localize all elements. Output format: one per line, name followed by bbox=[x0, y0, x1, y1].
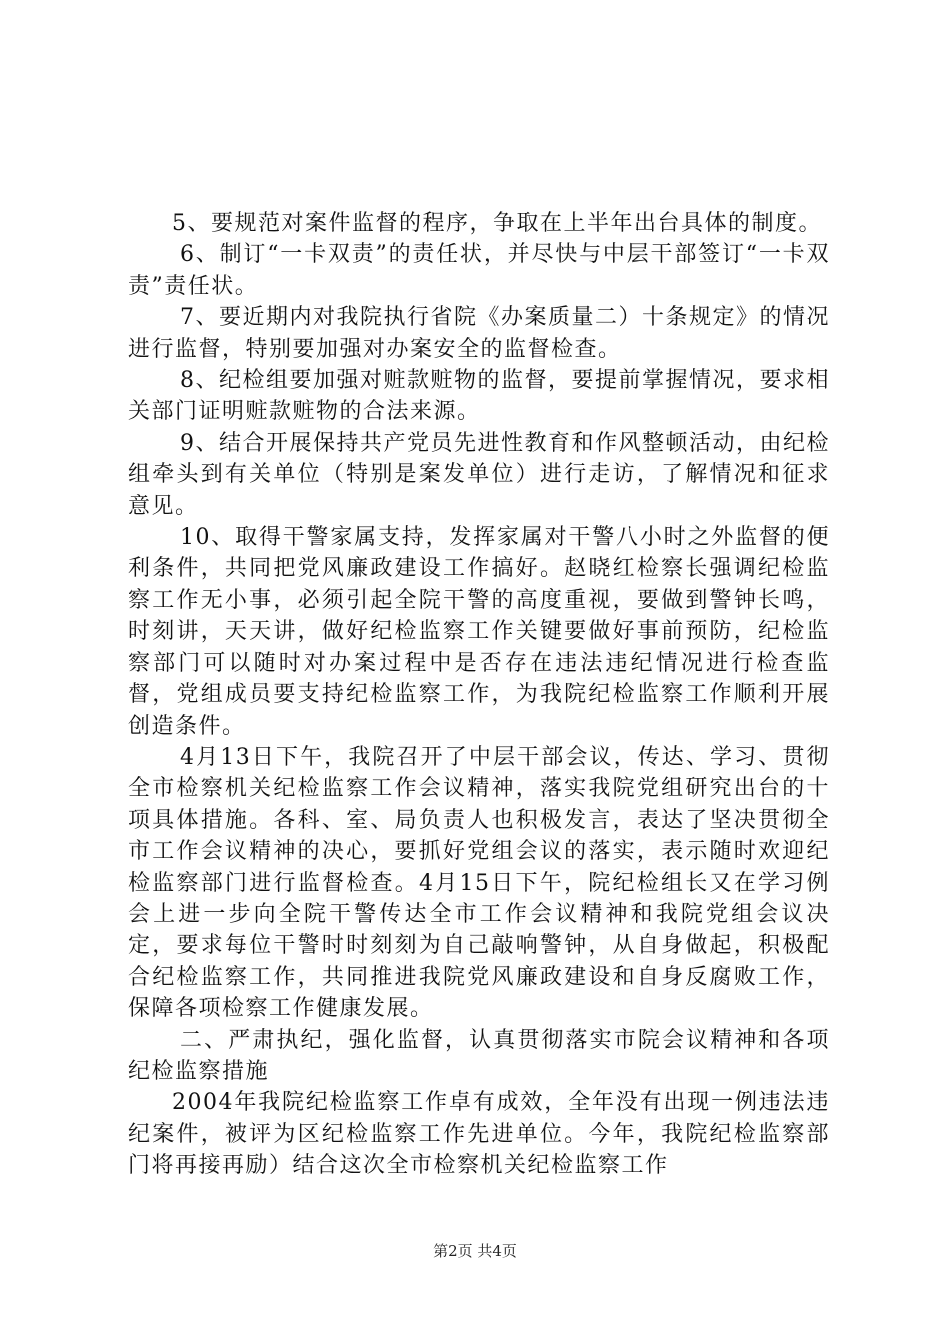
paragraph-item-6: 6、制订“一卡双责”的责任状，并尽快与中层干部签订“一卡双责”责任状。 bbox=[128, 242, 830, 299]
paragraph-meeting-april: 4月13日下午，我院召开了中层干部会议，传达、学习、贯彻全市检察机关纪检监察工作会议精神，落实我院党组研究出台的十项具体措施。各科、室、局负责人也积极发言，表达了坚决贯彻全市工作会议精神的决心，要抓好党组会议的落实，表示随时欢迎纪检监察部门进行监督检查。4月15日下午，院纪检组长又在学习例会上进一步向全院干警传达全市工作会议精神和我院党组会议决定，要求每位干警时时刻刻为自己敲响警钟，从自身做起，积极配合纪检监察工作，共同推进我院党风廉政建设和自身反腐败工作，保障各项检察工作健康发展。 bbox=[128, 744, 830, 1022]
paragraph-item-8: 8、纪检组要加强对赃款赃物的监督，要提前掌握情况，要求相关部门证明赃款赃物的合法来源。 bbox=[128, 368, 830, 425]
document-body bbox=[128, 208, 830, 1182]
paragraph-item-9: 9、结合开展保持共产党员先进性教育和作风整顿活动，由纪检组牵头到有关单位（特别是案发单位）进行走访，了解情况和征求意见。 bbox=[128, 430, 830, 519]
paragraph-item-5: 5、要规范对案件监督的程序，争取在上半年出台具体的制度。 bbox=[172, 211, 822, 236]
paragraph-2004-summary: 2004年我院纪检监察工作卓有成效，全年没有出现一例违法违纪案件，被评为区纪检监察工作先进单位。今年，我院纪检监察部门将再接再励）结合这次全市检察机关纪检监察工作 bbox=[128, 1090, 830, 1179]
page-footer: 第2页 共4页 bbox=[433, 1242, 517, 1260]
paragraph-item-7: 7、要近期内对我院执行省院《办案质量二）十条规定》的情况进行监督，特别要加强对办案安全的监督检查。 bbox=[128, 305, 830, 362]
section-heading-2: 二、严肃执纪，强化监督，认真贯彻落实市院会议精神和各项纪检监察措施 bbox=[128, 1027, 830, 1084]
paragraph-item-10: 10、取得干警家属支持，发挥家属对干警八小时之外监督的便利条件，共同把党风廉政建设工作搞好。赵晓红检察长强调纪检监察工作无小事，必须引起全院干警的高度重视，要做到警钟长鸣，时刻讲，天天讲，做好纪检监察工作关键要做好事前预防，纪检监察部门可以随时对办案过程中是否存在违法违纪情况进行检查监督，党组成员要支持纪检监察工作，为我院纪检监察工作顺利开展创造条件。 bbox=[128, 525, 830, 739]
